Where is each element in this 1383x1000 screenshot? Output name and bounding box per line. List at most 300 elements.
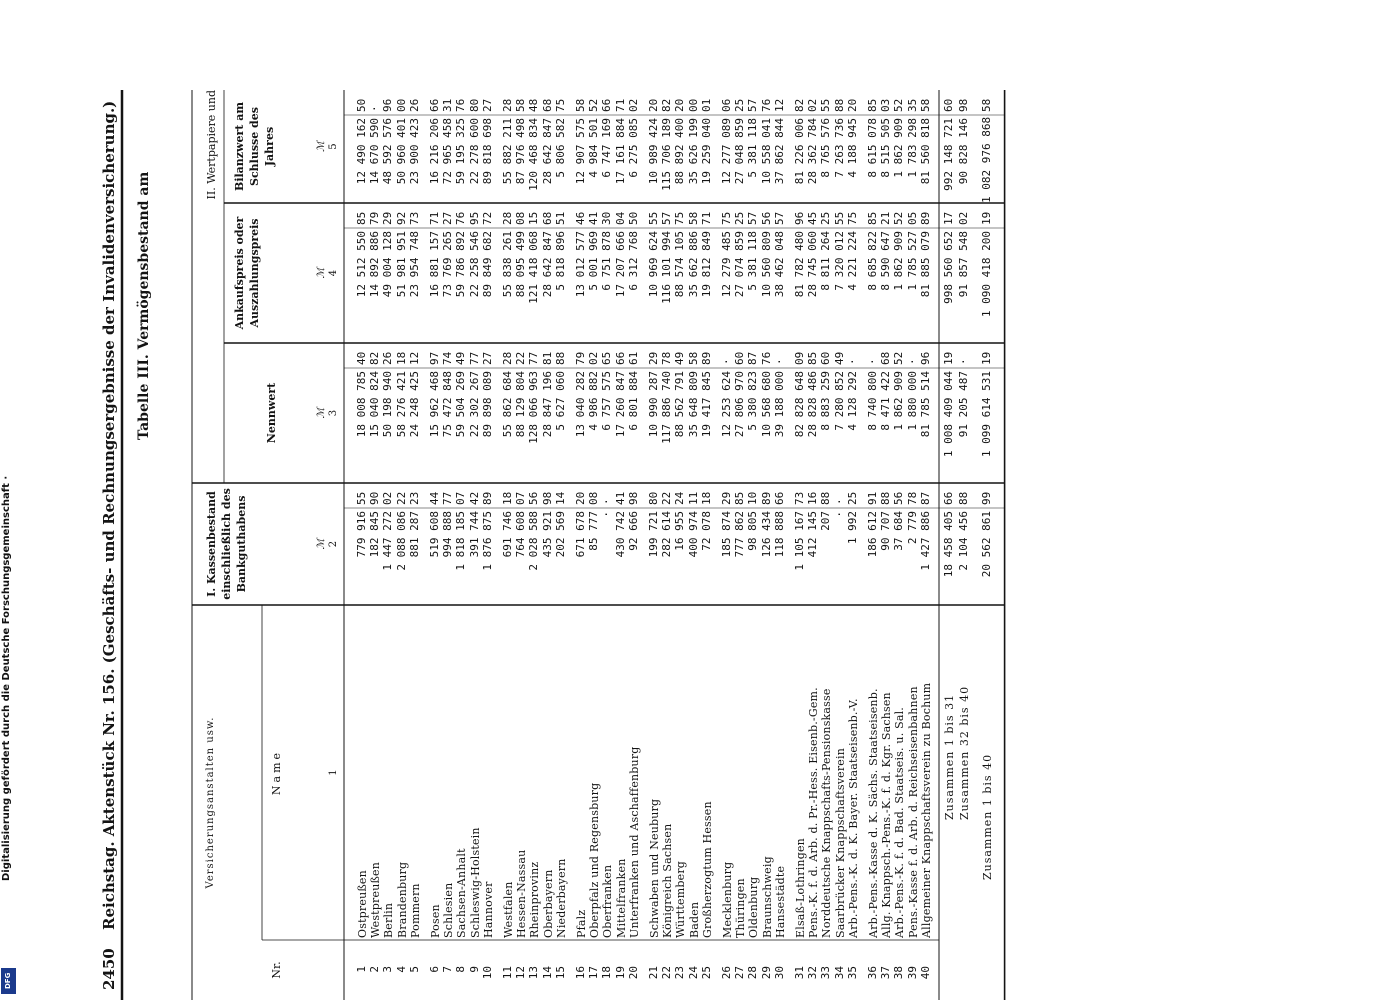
cell-c2-pf: ·	[600, 498, 614, 505]
cell-c3: 6 801 884	[626, 371, 640, 431]
col-number-2: 2	[328, 540, 339, 548]
total-c2-pf: 88	[957, 491, 971, 505]
row-name: Westpreußen	[369, 861, 383, 938]
cell-c4: 4 221 224	[845, 231, 859, 291]
cell-c4: 59 786 892	[454, 231, 468, 298]
cell-c5: 17 161 884	[613, 118, 627, 185]
cell-c3-pf: 02	[587, 351, 601, 365]
cell-c3-pf: 58	[686, 351, 700, 365]
header-cash: I. Kassenbestand einschließlich des Bankguthabens	[205, 488, 248, 600]
cell-c4: 5 818 896	[553, 231, 567, 291]
row-name: Niederbayern	[554, 858, 568, 938]
cell-c2: 779 916	[355, 511, 368, 558]
cell-c2-pf: 89	[480, 491, 494, 505]
cell-c5-pf: 76	[454, 98, 468, 112]
total-c2: 20 562 861	[980, 511, 994, 578]
cell-c2-pf: 16	[806, 491, 820, 505]
cell-c3: 88 129 804	[514, 371, 528, 438]
cell-c4-pf: 27	[441, 211, 455, 225]
cell-c4-pf: 56	[759, 211, 773, 225]
cell-c2-pf: 98	[540, 491, 554, 505]
cell-c3: 10 568 680	[759, 371, 773, 438]
col-number-3: 3	[328, 409, 339, 417]
cell-c3-pf: 22	[514, 351, 528, 365]
page-number: 2450	[100, 948, 118, 990]
cell-c4: 28 745 060	[806, 231, 820, 298]
cell-c3-pf: 74	[441, 351, 455, 365]
cell-c4-pf: 41	[587, 211, 601, 225]
cell-c4-pf: 85	[355, 211, 368, 225]
row-name: Oberbayern	[541, 869, 555, 938]
cell-c5-pf: 82	[660, 98, 674, 112]
cell-c4: 8 590 647	[879, 231, 893, 291]
row-name: Saarbrücker Knappschaftsverein	[833, 747, 847, 938]
cell-c5-pf: 48	[527, 98, 541, 112]
total-label: Zusammen 32 bis 40	[958, 685, 972, 820]
cell-c3: 1 862 909	[892, 371, 906, 431]
cell-c4: 116 101 994	[660, 231, 674, 304]
cell-c4-pf: 29	[381, 211, 395, 225]
row-nr: 28	[746, 966, 760, 980]
cell-c2: ·	[600, 511, 614, 518]
cell-c5-pf: 66	[428, 98, 441, 112]
cell-c2-pf: 07	[454, 491, 468, 505]
cell-c4-pf: 15	[527, 211, 541, 225]
cell-c3: 6 757 575	[600, 371, 614, 431]
cell-c3: 12 253 624	[720, 371, 733, 438]
row-nr: 16	[574, 966, 587, 980]
row-nr: 10	[480, 966, 494, 980]
cell-c5: 35 626 199	[686, 118, 700, 185]
cell-c2: 2 088 086	[394, 511, 408, 571]
cell-c2-pf: 10	[746, 491, 760, 505]
cell-c5-pf: 02	[626, 98, 640, 112]
row-name: Württemberg	[674, 860, 688, 938]
row-nr: 37	[879, 966, 893, 980]
cell-c5-pf: 35	[905, 98, 919, 112]
cell-c2-pf: 80	[647, 491, 660, 505]
row-name: Pfalz	[575, 909, 588, 938]
cell-c5-pf: 52	[892, 98, 906, 112]
cell-c5: 8 765 576	[819, 118, 833, 178]
cell-c4: 1 785 527	[905, 231, 919, 291]
cell-c5: 88 892 400	[673, 118, 687, 185]
cell-c4: 49 004 128	[381, 231, 395, 298]
total-c4: 91 857 548	[957, 231, 971, 298]
cell-c5: 19 259 040	[699, 118, 713, 185]
cell-c5-pf: 71	[613, 98, 627, 112]
cell-c4-pf: 50	[626, 211, 640, 225]
row-name: Rheinprovinz	[528, 861, 542, 938]
col-number-4: 4	[328, 269, 339, 277]
cell-c5-pf: 52	[587, 98, 601, 112]
cell-c3-pf: 49	[832, 351, 846, 365]
cell-c4-pf: 52	[892, 211, 906, 225]
cell-c2-pf: 56	[892, 491, 906, 505]
row-name: Mecklenburg	[721, 861, 734, 938]
cell-c2-pf: 42	[467, 491, 481, 505]
row-name: Thüringen	[734, 878, 748, 938]
header-nr: Nr.	[270, 961, 283, 979]
cell-c5-pf: 58	[574, 98, 587, 112]
row-nr: 8	[454, 966, 468, 973]
row-name: Sachsen-Anhalt	[455, 848, 469, 938]
cell-c2: 994 888	[441, 511, 455, 558]
cell-c2-pf: 41	[613, 491, 627, 505]
cell-c5: 55 882 211	[501, 118, 514, 185]
cell-c4: 5 381 118	[746, 231, 760, 291]
cell-c4: 13 012 577	[574, 231, 587, 298]
row-nr: 19	[613, 966, 627, 980]
cell-c4-pf: 55	[647, 211, 660, 225]
row-name: Posen	[429, 904, 442, 938]
cell-c5-pf: 58	[514, 98, 528, 112]
cell-c4: 8 811 264	[819, 231, 833, 291]
cell-c4: 19 812 849	[699, 231, 713, 298]
cell-c5: 81 226 006	[793, 118, 806, 185]
cell-c4: 12 279 485	[720, 231, 733, 298]
cell-c4: 1 862 909	[892, 231, 906, 291]
cell-c2-pf: 11	[686, 491, 700, 505]
cell-c5: 12 907 575	[574, 118, 587, 185]
total-c4: 1 090 418 200	[980, 231, 994, 318]
cell-c5: 28 642 847	[540, 118, 554, 185]
total-c2: 18 458 405	[942, 511, 955, 578]
cell-c5-pf: 31	[441, 98, 455, 112]
total-c3: 1 008 409 044	[942, 371, 955, 458]
cell-c4-pf: 79	[368, 211, 382, 225]
row-nr: 33	[819, 966, 833, 980]
cell-c3: 15 040 824	[368, 371, 382, 438]
cell-c2: 1 105 167	[793, 511, 806, 571]
row-name: Pommern	[408, 883, 422, 938]
cell-c5-pf: 66	[600, 98, 614, 112]
cell-c5-pf: 26	[407, 98, 421, 112]
cell-c5: 4 188 945	[845, 118, 859, 178]
cell-c5: 4 984 501	[587, 118, 601, 178]
row-name: Brandenburg	[395, 861, 409, 938]
cell-c4: 6 751 878	[600, 231, 614, 291]
row-nr: 11	[501, 966, 514, 980]
cell-c2-pf: 77	[441, 491, 455, 505]
cell-c2-pf: 23	[407, 491, 421, 505]
cell-c4-pf: 05	[905, 211, 919, 225]
total-c3-pf: 19	[980, 351, 994, 365]
cell-c2: 199 721	[647, 511, 660, 558]
cell-c4-pf: 08	[514, 211, 528, 225]
row-nr: 18	[600, 966, 614, 980]
cell-c2-pf: 87	[918, 491, 932, 505]
row-nr: 35	[845, 966, 859, 980]
cell-c3-pf: 60	[819, 351, 833, 365]
cell-c2-pf: 18	[501, 491, 514, 505]
cell-c5: 87 976 498	[514, 118, 528, 185]
row-nr: 38	[892, 966, 906, 980]
cell-c4: 81 782 480	[793, 231, 806, 298]
total-c3-pf: ·	[957, 358, 971, 365]
row-nr: 29	[759, 966, 773, 980]
cell-c4-pf: 71	[428, 211, 441, 225]
cell-c5-pf: 88	[832, 98, 846, 112]
row-nr: 25	[699, 966, 713, 980]
cell-c3: 5 380 823	[746, 371, 760, 431]
cell-c3: 75 472 848	[441, 371, 455, 438]
row-nr: 30	[772, 966, 786, 980]
cell-c2-pf: 08	[587, 491, 601, 505]
cell-c2-pf: 24	[673, 491, 687, 505]
row-nr: 32	[806, 966, 820, 980]
cell-c2-pf: 85	[733, 491, 747, 505]
cell-c4-pf: 30	[600, 211, 614, 225]
cell-c5: 8 515 505	[879, 118, 893, 178]
row-name: Elsaß-Lothringen	[794, 838, 807, 938]
cell-c5-pf: 96	[381, 98, 395, 112]
table-title: Tabelle III. Vermögensbestand am	[136, 171, 152, 440]
cell-c3-pf: 49	[673, 351, 687, 365]
cell-c4: 14 892 886	[368, 231, 382, 298]
cell-c4-pf: 85	[866, 211, 879, 225]
row-name: Norddeutsche Knappschafts-Pensionskasse	[820, 688, 834, 938]
total-c3: 1 099 614 531	[980, 371, 994, 458]
cell-c4-pf: 75	[673, 211, 687, 225]
cell-c5: 10 989 424	[647, 118, 660, 185]
cell-c3: 128 066 963	[527, 371, 541, 444]
cell-c5-pf: 76	[759, 98, 773, 112]
cell-c5: 12 490 162	[355, 118, 368, 185]
cell-c5-pf: 20	[845, 98, 859, 112]
cell-c5-pf: 20	[647, 98, 660, 112]
cell-c2-pf: 22	[394, 491, 408, 505]
cell-c2: 85 777	[587, 511, 601, 551]
cell-c4: 17 207 666	[613, 231, 627, 298]
cell-c3-pf: 77	[527, 351, 541, 365]
cell-c2: 1 876 875	[480, 511, 494, 571]
row-nr: 23	[673, 966, 687, 980]
cell-c5: 72 965 458	[441, 118, 455, 185]
cell-c2-pf: 29	[720, 491, 733, 505]
cell-c5: 16 216 206	[428, 118, 441, 185]
cell-c3: 58 276 421	[394, 371, 408, 438]
cell-c5: 23 900 423	[407, 118, 421, 185]
cell-c3-pf: 82	[368, 351, 382, 365]
cell-c4-pf: 28	[501, 211, 514, 225]
cell-c4: 7 320 012	[832, 231, 846, 291]
cell-c5-pf: 82	[793, 98, 806, 112]
cell-c2-pf: 56	[527, 491, 541, 505]
cell-c2-pf: 98	[626, 491, 640, 505]
header-balance-value: Bilanzwert am Schlusse des Jahres	[233, 102, 276, 191]
row-nr: 9	[467, 966, 481, 973]
cell-c3: 8 883 259	[819, 371, 833, 431]
cell-c3-pf: 78	[660, 351, 674, 365]
cell-c5-pf: 25	[733, 98, 747, 112]
row-name: Allgemeiner Knappschaftsverein zu Bochum	[919, 682, 933, 938]
cell-c3-pf: 87	[746, 351, 760, 365]
row-nr: 39	[905, 966, 919, 980]
cell-c5: 6 747 169	[600, 118, 614, 178]
cell-c3-pf: 76	[759, 351, 773, 365]
cell-c5-pf: ·	[368, 105, 382, 112]
cell-c2: 92 666	[626, 511, 640, 551]
cell-c3-pf: ·	[905, 358, 919, 365]
row-name: Braunschweig	[760, 856, 774, 938]
cell-c4: 23 954 748	[407, 231, 421, 298]
row-name: Großherzogtum Hessen	[700, 801, 714, 938]
total-c4-pf: 17	[942, 211, 955, 225]
cell-c4-pf: 71	[699, 211, 713, 225]
running-title: Reichstag. Aktenstück Nr. 156. (Geschäfts- und Rechnungsergebnisse der Invalidenversicherung.)	[100, 100, 118, 930]
unit-col-5: ℳ	[316, 141, 327, 152]
cell-c3: 27 806 970	[733, 371, 747, 438]
row-nr: 4	[394, 966, 408, 973]
cell-c2: 72 078	[699, 511, 713, 551]
col-number-1: 1	[328, 769, 339, 776]
cell-c3: 8 471 422	[879, 371, 893, 431]
cell-c3-pf: ·	[866, 358, 879, 365]
row-name: Allg. Knappsch.-Pens.-K. f. d. Kgr. Sachsen	[880, 692, 894, 938]
cell-c3-pf: 40	[355, 351, 368, 365]
cell-c5-pf: 06	[720, 98, 733, 112]
cell-c5: 81 560 818	[918, 118, 932, 185]
row-name: Pens.-K. f. d. Arb. d. Pr.-Hess. Eisenb.-Gem.	[807, 687, 821, 938]
cell-c3: 4 128 292	[845, 371, 859, 431]
cell-c3-pf: 60	[733, 351, 747, 365]
cell-c2: 182 845	[368, 511, 382, 558]
cell-c5: 14 670 590	[368, 118, 382, 185]
cell-c4: 6 312 768	[626, 231, 640, 291]
cell-c4-pf: 25	[733, 211, 747, 225]
cell-c4-pf: 89	[918, 211, 932, 225]
cell-c5: 28 362 784	[806, 118, 820, 185]
cell-c2: 186 612	[866, 511, 879, 558]
cell-c4-pf: 92	[394, 211, 408, 225]
cell-c3: 81 785 514	[918, 371, 932, 438]
cell-c3: 117 886 740	[660, 371, 674, 444]
total-c5-pf: 98	[957, 98, 971, 112]
row-name: Oberpfalz und Regensburg	[588, 782, 602, 938]
cell-c4: 12 512 550	[355, 231, 368, 298]
row-name: Mittelfranken	[614, 858, 628, 938]
header-purchase-price: Ankaufspreis oder Auszahlungspreis	[233, 216, 261, 330]
cell-c2: 2 028 588	[527, 511, 541, 571]
cell-c5: 59 195 325	[454, 118, 468, 185]
cell-c2: 400 974	[686, 511, 700, 558]
dfg-logo: DFG	[1, 968, 16, 994]
cell-c4: 38 462 048	[772, 231, 786, 298]
cell-c3-pf: 26	[381, 351, 395, 365]
cell-c2-pf: 14	[553, 491, 567, 505]
cell-c3-pf: 81	[540, 351, 554, 365]
cell-c3: 82 828 648	[793, 371, 806, 438]
row-nr: 40	[918, 966, 932, 980]
cell-c4: 88 574 105	[673, 231, 687, 298]
cell-c4: 121 418 068	[527, 231, 541, 304]
cell-c3: 28 828 486	[806, 371, 820, 438]
cell-c3: 7 280 852	[832, 371, 846, 431]
cell-c3-pf: 27	[480, 351, 494, 365]
row-name: Oberfranken	[601, 864, 615, 938]
cell-c3-pf: 28	[501, 351, 514, 365]
cell-c4-pf: 04	[613, 211, 627, 225]
cell-c5: 115 706 189	[660, 118, 674, 191]
cell-c2-pf: 88	[819, 491, 833, 505]
cell-c3-pf: ·	[772, 358, 786, 365]
row-name: Königreich Sachsen	[661, 823, 675, 938]
row-nr: 1	[355, 966, 368, 973]
row-name: Ostpreußen	[356, 870, 369, 938]
total-c5: 90 828 146	[957, 118, 971, 185]
cell-c4-pf: 46	[574, 211, 587, 225]
row-name: Schleswig-Holstein	[468, 827, 482, 938]
cell-c2-pf: 07	[514, 491, 528, 505]
cell-c3: 18 008 785	[355, 371, 368, 438]
cell-c3-pf: 09	[793, 351, 806, 365]
header-group-institutions: Versicherungsanstalten usw.	[205, 716, 216, 889]
row-name: Unterfranken und Aschaffenburg	[627, 746, 641, 938]
total-c3: 91 205 487	[957, 371, 971, 438]
cell-c2: 671 678	[574, 511, 587, 558]
cell-c3: 17 260 847	[613, 371, 627, 438]
cell-c5: 6 275 085	[626, 118, 640, 178]
cell-c4: 51 981 951	[394, 231, 408, 298]
total-c3-pf: 19	[942, 351, 955, 365]
cell-c3-pf: 97	[428, 351, 441, 365]
cell-c2-pf: 02	[381, 491, 395, 505]
row-nr: 27	[733, 966, 747, 980]
cell-c3: 39 188 000	[772, 371, 786, 438]
cell-c4: 35 662 886	[686, 231, 700, 298]
cell-c3-pf: 89	[699, 351, 713, 365]
cell-c5-pf: 55	[819, 98, 833, 112]
cell-c5: 89 818 698	[480, 118, 494, 185]
cell-c3: 24 248 425	[407, 371, 421, 438]
cell-c5: 22 278 600	[467, 118, 481, 185]
cell-c3: 10 990 287	[647, 371, 660, 438]
cell-c4-pf: 57	[746, 211, 760, 225]
cell-c5-pf: 57	[746, 98, 760, 112]
cell-c4: 22 258 546	[467, 231, 481, 298]
cell-c4: 10 969 624	[647, 231, 660, 298]
cell-c5: 27 048 859	[733, 118, 747, 185]
header-securities: II. Wertpapiere und	[205, 90, 218, 200]
cell-c2: ·	[832, 511, 846, 518]
row-nr: 22	[660, 966, 674, 980]
cell-c5-pf: 03	[879, 98, 893, 112]
row-nr: 12	[514, 966, 528, 980]
header-nominal: Nennwert	[265, 382, 278, 444]
cell-c4-pf: 75	[845, 211, 859, 225]
cell-c2-pf: 78	[905, 491, 919, 505]
cell-c4: 89 849 682	[480, 231, 494, 298]
cell-c3: 8 740 800	[866, 371, 879, 431]
row-name: Pens.-Kasse f. d. Arb. d. Reichseisenbahnen	[906, 686, 920, 938]
row-nr: 2	[368, 966, 382, 973]
cell-c4: 81 885 079	[918, 231, 932, 298]
cell-c3-pf: 18	[394, 351, 408, 365]
cell-c4: 16 881 157	[428, 231, 441, 298]
cell-c2: 1 447 272	[381, 511, 395, 571]
row-nr: 24	[686, 966, 700, 980]
cell-c2-pf: 66	[772, 491, 786, 505]
cell-c5: 7 263 736	[832, 118, 846, 178]
row-nr: 3	[381, 966, 395, 973]
cell-c5: 10 558 041	[759, 118, 773, 185]
cell-c2: 207	[819, 511, 833, 531]
cell-c3-pf: 49	[454, 351, 468, 365]
cell-c3: 89 898 089	[480, 371, 494, 438]
cell-c2: 185 874	[720, 511, 733, 558]
cell-c5: 5 806 582	[553, 118, 567, 178]
